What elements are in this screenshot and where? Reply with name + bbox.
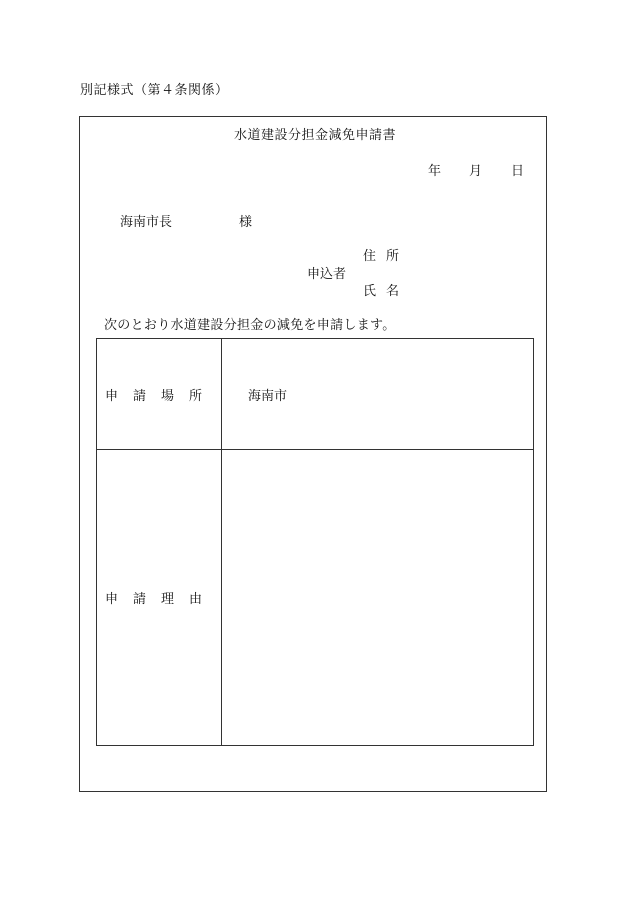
date-year-label: 年 bbox=[428, 164, 442, 179]
location-value: 海南市 bbox=[222, 339, 534, 450]
applicant-label: 申込者 bbox=[307, 267, 347, 282]
addressee: 海南市長 bbox=[120, 215, 173, 230]
application-statement: 次のとおり水道建設分担金の減免を申請します。 bbox=[104, 318, 396, 333]
table-row-location bbox=[97, 339, 534, 450]
honorific: 様 bbox=[239, 215, 253, 230]
applicant-name-label: 氏名 bbox=[363, 284, 410, 299]
date-day-label: 日 bbox=[511, 164, 525, 179]
reason-label: 申請理由 bbox=[97, 450, 222, 746]
table-row-reason bbox=[97, 450, 534, 746]
reason-value bbox=[222, 450, 534, 746]
document-title: 水道建設分担金減免申請書 bbox=[233, 128, 396, 143]
date-month-label: 月 bbox=[469, 164, 483, 179]
form-reference: 別記様式（第４条関係） bbox=[80, 83, 229, 98]
location-label: 申請場所 bbox=[97, 339, 222, 450]
application-table bbox=[96, 338, 534, 746]
applicant-address-label: 住所 bbox=[363, 249, 410, 264]
